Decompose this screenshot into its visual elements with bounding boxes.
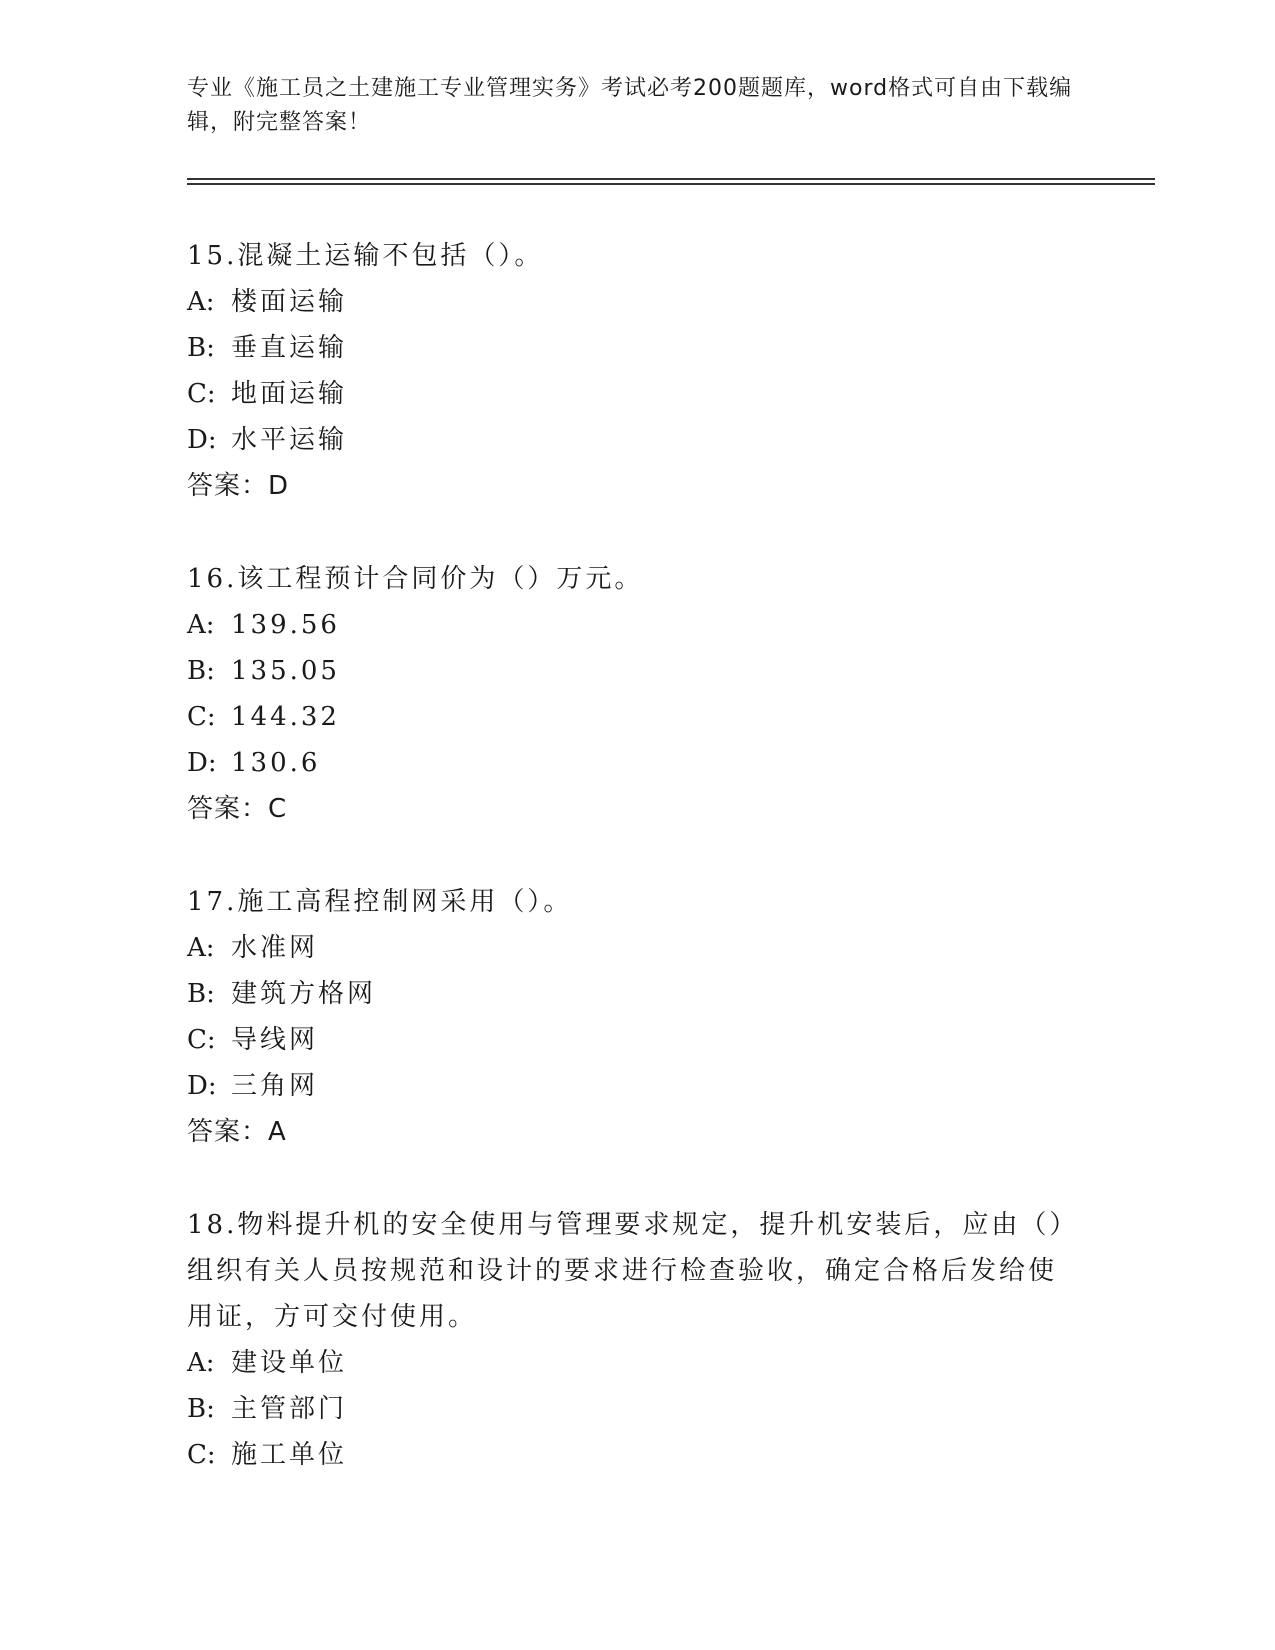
option-a [187,925,1067,971]
option-text: 135.05 [231,656,340,686]
question-list [187,233,1067,1525]
option-d [187,1063,1067,1109]
option-label: A: [187,1348,215,1378]
option-label: C: [187,702,216,732]
header-divider-bottom [187,183,1155,185]
option-a [187,279,1067,325]
option-text: 主管部门 [231,1394,348,1424]
option-text: 139.56 [231,610,340,640]
question-stem: 15.混凝土运输不包括（）。 [187,241,544,271]
option-d [187,740,1067,786]
question-18 [187,1202,1067,1478]
option-text: 144.32 [231,702,340,732]
option-b [187,648,1067,694]
option-text: 130.6 [231,748,321,778]
option-a [187,602,1067,648]
option-b [187,325,1067,371]
question-stem: 18.物料提升机的安全使用与管理要求规定，提升机安装后，应由（）组织有关人员按规范和设计的要求进行检查验收，确定合格后发给使用证，方可交付使用。 [187,1210,1066,1332]
option-c [187,1017,1067,1063]
answer-line: 答案：C [187,794,288,824]
question-stem: 16.该工程预计合同价为（）万元。 [187,564,644,594]
option-text: 导线网 [231,1025,319,1055]
option-text: 水平运输 [231,425,348,455]
option-text: 施工单位 [231,1440,348,1470]
question-15 [187,233,1067,509]
option-b [187,971,1067,1017]
question-16 [187,556,1067,832]
option-a [187,1340,1067,1386]
option-text: 楼面运输 [231,287,348,317]
option-text: 建筑方格网 [231,979,377,1009]
option-c [187,694,1067,740]
option-label: B: [187,333,215,363]
answer-line: 答案：A [187,1117,287,1147]
option-label: B: [187,1394,215,1424]
question-17 [187,879,1067,1155]
option-text: 地面运输 [231,379,348,409]
option-label: D: [187,1071,217,1101]
option-label: A: [187,933,215,963]
option-label: C: [187,1025,216,1055]
option-text: 三角网 [231,1071,319,1101]
document-header: 专业《施工员之土建施工专业管理实务》考试必考200题题库，word格式可自由下载编辑，附完整答案！ [187,76,1073,135]
option-label: C: [187,1440,216,1470]
option-label: B: [187,656,215,686]
option-c [187,371,1067,417]
answer-line: 答案：D [187,471,290,501]
option-d [187,417,1067,463]
option-label: C: [187,379,216,409]
option-label: A: [187,287,215,317]
option-label: D: [187,425,217,455]
option-c [187,1432,1067,1478]
option-text: 建设单位 [231,1348,348,1378]
option-label: B: [187,979,215,1009]
option-b [187,1386,1067,1432]
option-label: D: [187,748,217,778]
option-label: A: [187,610,215,640]
option-text: 垂直运输 [231,333,348,363]
header-divider-top [187,178,1155,180]
question-stem: 17.施工高程控制网采用（）。 [187,887,573,917]
option-text: 水准网 [231,933,319,963]
